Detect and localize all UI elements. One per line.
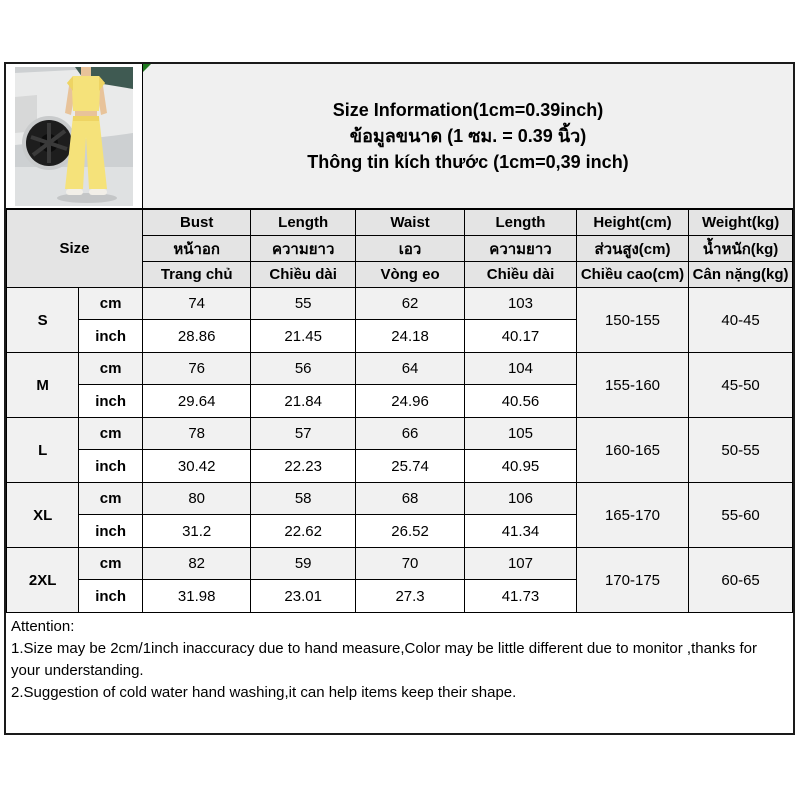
cell-value: 74	[142, 288, 250, 320]
cell-value: 29.64	[142, 385, 250, 418]
cell-value: 27.3	[355, 580, 464, 613]
col-waist-en: Waist	[355, 210, 464, 236]
row-l-cm	[7, 418, 793, 450]
cell-value: 106	[465, 483, 577, 515]
height-range: 155-160	[576, 353, 688, 418]
cell-value: 28.86	[142, 320, 250, 353]
cell-comment-marker-icon	[143, 64, 151, 72]
height-range: 160-165	[576, 418, 688, 483]
row-s-cm	[7, 288, 793, 320]
size-s: S	[7, 288, 79, 353]
col-length-vi: Chiều dài	[251, 262, 356, 288]
cell-value: 82	[142, 548, 250, 580]
weight-range: 40-45	[689, 288, 793, 353]
unit-inch: inch	[79, 580, 143, 613]
height-range: 150-155	[576, 288, 688, 353]
cell-value: 55	[251, 288, 356, 320]
cell-value: 107	[465, 548, 577, 580]
cell-value: 24.96	[355, 385, 464, 418]
unit-inch: inch	[79, 515, 143, 548]
cell-value: 59	[251, 548, 356, 580]
header-row-en	[7, 210, 793, 236]
cell-value: 64	[355, 353, 464, 385]
size-m: M	[7, 353, 79, 418]
attention-section	[6, 613, 793, 704]
cell-value: 25.74	[355, 450, 464, 483]
row-2xl-cm	[7, 548, 793, 580]
cell-value: 41.73	[465, 580, 577, 613]
col-bust-th: หน้าอก	[142, 236, 250, 262]
title-cell	[143, 64, 793, 208]
attention-line-2: 2.Suggestion of cold water hand washing,it can help items keep their shape.	[11, 684, 517, 701]
weight-range: 60-65	[689, 548, 793, 613]
col-weight-th: น้ำหนัก(kg)	[689, 236, 793, 262]
size-xl: XL	[7, 483, 79, 548]
attention-line-1: 1.Size may be 2cm/1inch inaccuracy due to hand measure,Color may be little different due to monitor ,thanks for your understanding.	[11, 640, 757, 679]
unit-cm: cm	[79, 418, 143, 450]
row-xl-cm	[7, 483, 793, 515]
cell-value: 66	[355, 418, 464, 450]
unit-cm: cm	[79, 483, 143, 515]
unit-cm: cm	[79, 548, 143, 580]
cell-value: 31.2	[142, 515, 250, 548]
col-bust-en: Bust	[142, 210, 250, 236]
cell-value: 62	[355, 288, 464, 320]
attention-title: Attention:	[11, 618, 75, 635]
size-header: Size	[7, 210, 143, 288]
cell-value: 40.17	[465, 320, 577, 353]
cell-value: 30.42	[142, 450, 250, 483]
cell-value: 103	[465, 288, 577, 320]
top-row	[6, 64, 793, 209]
col-length-en: Length	[251, 210, 356, 236]
size-table	[6, 209, 793, 613]
cell-value: 57	[251, 418, 356, 450]
cell-value: 70	[355, 548, 464, 580]
cell-value: 41.34	[465, 515, 577, 548]
cell-value: 31.98	[142, 580, 250, 613]
col-waist-vi: Vòng eo	[355, 262, 464, 288]
unit-inch: inch	[79, 385, 143, 418]
size-chart-sheet	[4, 62, 795, 735]
cell-value: 22.23	[251, 450, 356, 483]
col-length2-th: ความยาว	[465, 236, 577, 262]
weight-range: 50-55	[689, 418, 793, 483]
col-bust-vi: Trang chủ	[142, 262, 250, 288]
col-height-vi: Chiều cao(cm)	[576, 262, 688, 288]
cell-value: 21.45	[251, 320, 356, 353]
cell-value: 80	[142, 483, 250, 515]
cell-value: 105	[465, 418, 577, 450]
title-th: ข้อมูลขนาด (1 ซม. = 0.39 นิ้ว)	[349, 126, 587, 146]
title-vi: Thông tin kích thước (1cm=0,39 inch)	[307, 152, 629, 172]
size-l: L	[7, 418, 79, 483]
row-m-cm	[7, 353, 793, 385]
weight-range: 55-60	[689, 483, 793, 548]
product-photo-cell	[6, 64, 143, 208]
cell-value: 76	[142, 353, 250, 385]
col-weight-vi: Cân nặng(kg)	[689, 262, 793, 288]
col-height-th: ส่วนสูง(cm)	[576, 236, 688, 262]
col-length2-en: Length	[465, 210, 577, 236]
cell-value: 24.18	[355, 320, 464, 353]
title-en: Size Information(1cm=0.39inch)	[332, 100, 604, 120]
height-range: 165-170	[576, 483, 688, 548]
col-length-th: ความยาว	[251, 236, 356, 262]
product-photo	[15, 67, 133, 206]
cell-value: 40.56	[465, 385, 577, 418]
cell-value: 68	[355, 483, 464, 515]
cell-value: 78	[142, 418, 250, 450]
size-2xl: 2XL	[7, 548, 79, 613]
unit-cm: cm	[79, 353, 143, 385]
cell-value: 23.01	[251, 580, 356, 613]
weight-range: 45-50	[689, 353, 793, 418]
cell-value: 56	[251, 353, 356, 385]
cell-value: 26.52	[355, 515, 464, 548]
cell-value: 40.95	[465, 450, 577, 483]
unit-inch: inch	[79, 320, 143, 353]
unit-inch: inch	[79, 450, 143, 483]
col-waist-th: เอว	[355, 236, 464, 262]
col-length2-vi: Chiều dài	[465, 262, 577, 288]
col-weight-en: Weight(kg)	[689, 210, 793, 236]
col-height-en: Height(cm)	[576, 210, 688, 236]
cell-value: 22.62	[251, 515, 356, 548]
cell-value: 58	[251, 483, 356, 515]
cell-value: 21.84	[251, 385, 356, 418]
unit-cm: cm	[79, 288, 143, 320]
cell-value: 104	[465, 353, 577, 385]
height-range: 170-175	[576, 548, 688, 613]
